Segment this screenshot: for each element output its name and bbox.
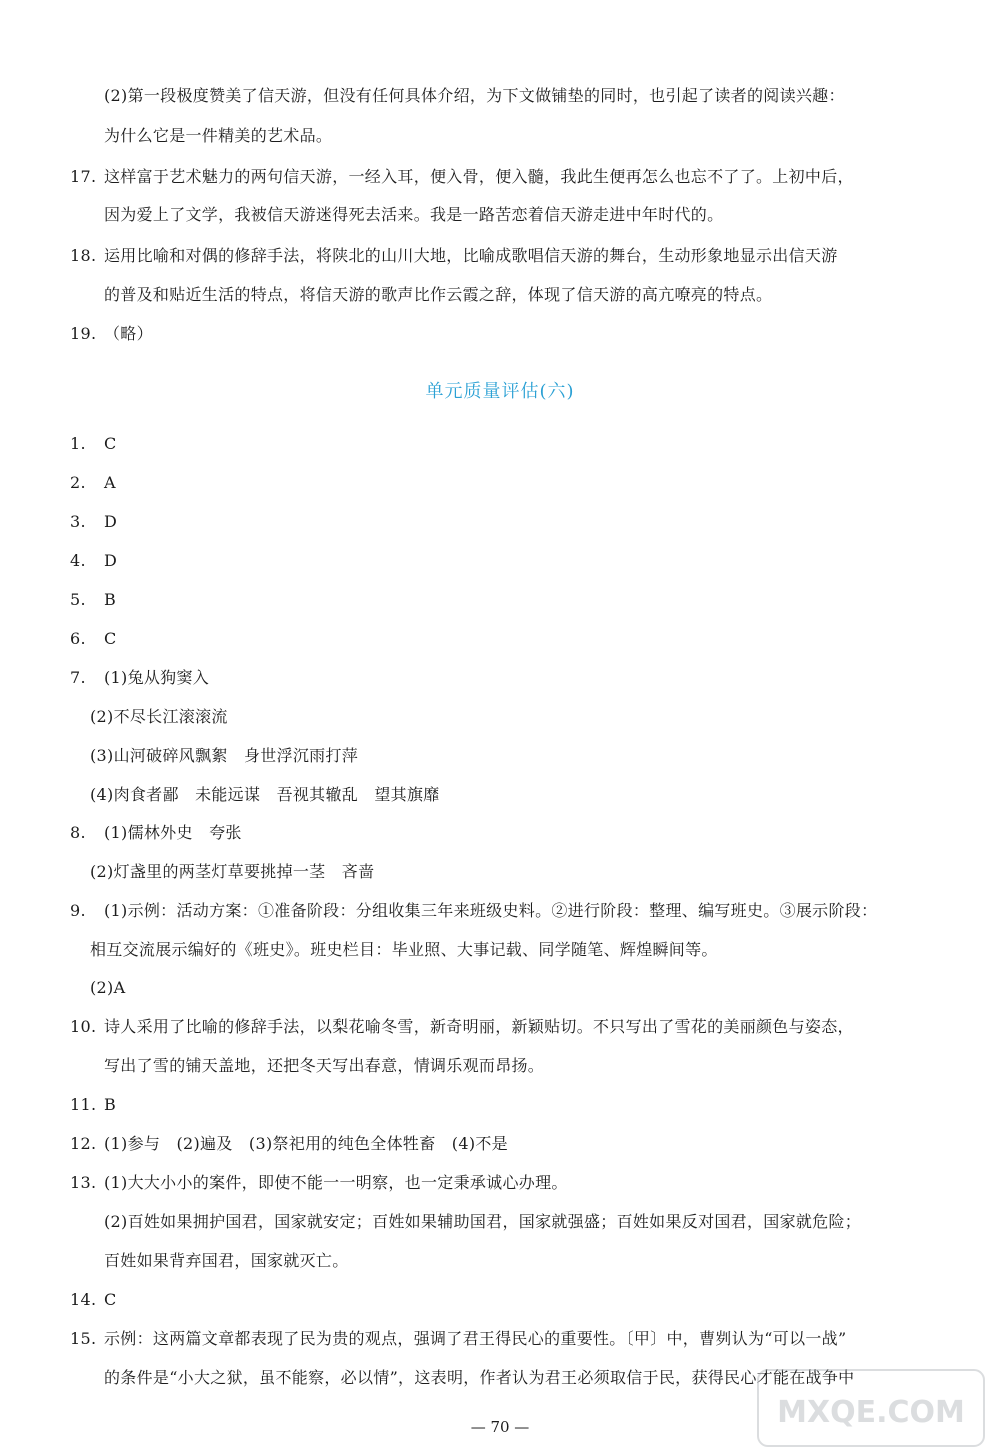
line-text: (2)百姓如果拥护国君，国家就安定；百姓如果辅助国君，国家就强盛；百姓如果反对国君，国家就危险； [104,1212,862,1231]
watermark-logo [756,1368,986,1448]
item-number: 9. [70,901,86,920]
watermark-text: MXQE.COM [777,1395,965,1430]
line-text: (4)肉食者鄙 未能远谋 吾视其辙乱 望其旗靡 [90,785,440,804]
line-text: D [104,512,118,531]
page-number: — 70 — [470,1418,530,1436]
line-text: B [104,590,117,609]
item-number: 4. [70,551,86,570]
line-text: A [104,473,116,492]
item-number: 1. [70,434,86,453]
line-text: (1)儒林外史 夸张 [104,823,242,842]
line-text: (1)兔从狗窦入 [104,668,210,687]
item-number: 15. [70,1329,97,1348]
line-text: C [104,434,117,453]
item-number: 11. [70,1095,97,1114]
line-text: 的条件是“小大之狱，虽不能察，必以情”，这表明，作者认为君王必须取信于民，获得民心才能在战争中 [104,1368,855,1387]
line-text: (2)第一段极度赞美了信天游，但没有任何具体介绍，为下文做铺垫的同时，也引起了读者的阅读兴趣： [104,86,845,105]
line-text: (1)参与 (2)遍及 (3)祭祀用的纯色全体牲畜 (4)不是 [104,1134,508,1153]
item-number: 14. [70,1290,97,1309]
line-text: （略） [104,324,153,343]
item-number: 18. [70,246,97,265]
item-number: 8. [70,823,86,842]
line-text: C [104,629,117,648]
line-text: 写出了雪的铺天盖地，还把冬天写出春意，情调乐观而昂扬。 [104,1056,545,1075]
item-number: 17. [70,167,97,186]
line-text: (2)不尽长江滚滚流 [90,707,228,726]
section-title: 单元质量评估(六) [425,381,575,402]
line-text: (1)示例：活动方案：①准备阶段：分组收集三年来班级史料。②进行阶段：整理、编写班史。③展示阶段： [104,901,878,920]
item-number: 3. [70,512,86,531]
item-number: 19. [70,324,97,343]
line-text: (2)灯盏里的两茎灯草要挑掉一茎 吝啬 [90,862,375,881]
line-text: 因为爱上了文学，我被信天游迷得死去活来。我是一路苦恋着信天游走进中年时代的。 [104,205,724,224]
item-number: 12. [70,1134,97,1153]
line-text: (2)A [90,978,126,997]
line-text: D [104,551,118,570]
line-text: 诗人采用了比喻的修辞手法，以梨花喻冬雪，新奇明丽，新颖贴切。不只写出了雪花的美丽颜色与姿态， [104,1017,854,1036]
line-text: 百姓如果背弃国君，国家就灭亡。 [104,1251,349,1270]
line-text: (1)大大小小的案件，即使不能一一明察，也一定秉承诚心办理。 [104,1173,568,1192]
line-text: B [104,1095,117,1114]
item-number: 5. [70,590,86,609]
line-text: 的普及和贴近生活的特点，将信天游的歌声比作云霞之辞，体现了信天游的高亢嘹亮的特点。 [104,285,773,304]
line-text: C [104,1290,117,1309]
item-number: 7. [70,668,86,687]
line-text: 相互交流展示编好的《班史》。班史栏目：毕业照、大事记载、同学随笔、辉煌瞬间等。 [90,940,718,959]
item-number: 6. [70,629,86,648]
line-text: 示例：这两篇文章都表现了民为贵的观点，强调了君王得民心的重要性。〔甲〕中，曹刿认为“可以一战” [104,1329,847,1348]
item-number: 2. [70,473,86,492]
line-text: 为什么它是一件精美的艺术品。 [104,126,333,145]
line-text: 运用比喻和对偶的修辞手法，将陕北的山川大地，比喻成歌唱信天游的舞台，生动形象地显示出信天游 [104,246,838,265]
item-number: 13. [70,1173,97,1192]
line-text: (3)山河破碎风飘絮 身世浮沉雨打萍 [90,746,359,765]
item-number: 10. [70,1017,97,1036]
line-text: 这样富于艺术魅力的两句信天游，一经入耳，便入骨，便入髓，我此生便再怎么也忘不了了。上初中后， [104,167,854,186]
